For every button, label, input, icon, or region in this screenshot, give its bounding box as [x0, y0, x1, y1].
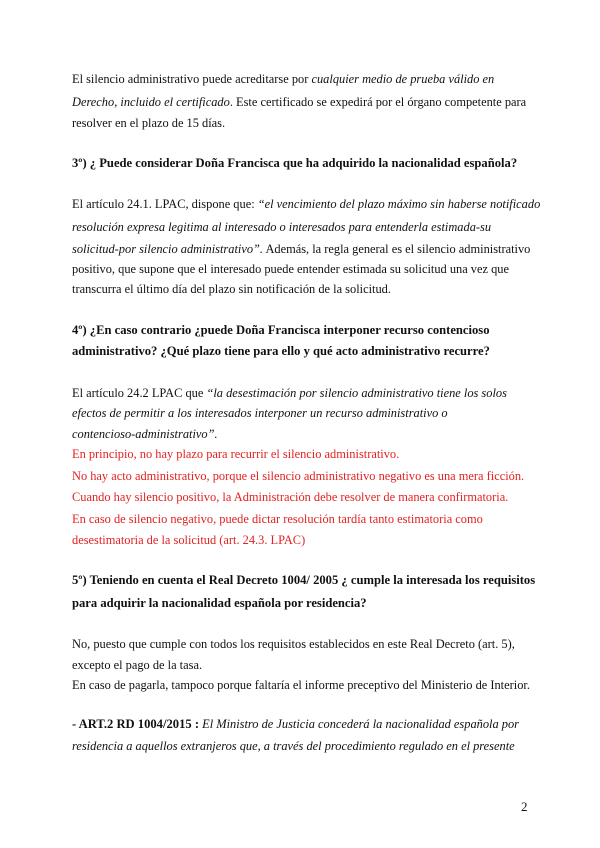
- question-heading: 5º) Teniendo en cuenta el Real Decreto 1004/ 2005 ¿ cumple la interesada los requisitos: [72, 573, 536, 587]
- italic-text-run: solicitud-por silencio administrativo”.: [72, 242, 264, 256]
- italic-text-run: “el vencimiento del plazo máximo sin haberse notificado: [257, 197, 541, 211]
- text-run: . Este certificado se expedirá por el órgano competente para: [229, 95, 527, 109]
- paragraph-line: [72, 196, 540, 212]
- red-note-line: Cuando hay silencio positivo, la Administración debe resolver de manera confirmatoria.: [72, 490, 509, 504]
- paragraph-line: resolución expresa legitima al interesado o interesados para entenderla estimada-su: [72, 220, 492, 234]
- article-line: [72, 716, 519, 732]
- italic-text-run: Derecho, incluido el certificado: [72, 95, 230, 109]
- paragraph-line: excepto el pago de la tasa.: [72, 658, 203, 672]
- article-label: - ART.2 RD 1004/2015 :: [72, 717, 203, 731]
- red-note-line: En caso de silencio negativo, puede dictar resolución tardía tanto estimatoria como: [72, 512, 483, 526]
- page-number: 2: [521, 799, 528, 814]
- question-heading: administrativo? ¿Qué plazo tiene para ello y qué acto administrativo recurre?: [72, 344, 490, 358]
- question-heading: 4º) ¿En caso contrario ¿puede Doña Francisca interponer recurso contencioso: [72, 323, 490, 337]
- paragraph-line: transcurra el último día del plazo sin notificación de la solicitud.: [72, 282, 391, 296]
- italic-text-run: “la desestimación por silencio administrativo tiene los solos: [206, 386, 507, 400]
- red-note-line: En principio, no hay plazo para recurrir el silencio administrativo.: [72, 447, 400, 461]
- article-line: residencia a aquellos extranjeros que, a través del procedimiento regulado en el presente: [72, 739, 515, 753]
- italic-text-run: El Ministro de Justicia concederá la nacionalidad española por: [202, 717, 519, 731]
- paragraph-line: [72, 94, 526, 110]
- question-heading: 3º) ¿ Puede considerar Doña Francisca que ha adquirido la nacionalidad española?: [72, 156, 518, 170]
- paragraph-line: En caso de pagarla, tampoco porque faltaría el informe preceptivo del Ministerio de Interior.: [72, 678, 530, 692]
- red-note-line: No hay acto administrativo, porque el silencio administrativo negativo es una mera ficción.: [72, 469, 525, 483]
- text-run: El artículo 24.2 LPAC que: [72, 386, 207, 400]
- paragraph-line: positivo, que supone que el interesado puede entender estimada su solicitud una vez que: [72, 262, 509, 276]
- text-run: El silencio administrativo puede acreditarse por: [72, 72, 312, 86]
- text-run: Además, la regla general es el silencio administrativo: [263, 242, 531, 256]
- paragraph-line: [72, 385, 507, 401]
- paragraph-line: [72, 241, 530, 257]
- paragraph-line: contencioso-administrativo”.: [72, 427, 218, 441]
- paragraph-line: [72, 71, 494, 87]
- question-heading: para adquirir la nacionalidad española por residencia?: [72, 596, 367, 610]
- paragraph-line: efectos de permitir a los interesados interponer un recurso administrativo o: [72, 406, 448, 420]
- red-note-line: desestimatoria de la solicitud (art. 24.3. LPAC): [72, 533, 306, 547]
- paragraph-line: resolver en el plazo de 15 días.: [72, 116, 226, 130]
- italic-text-run: cualquier medio de prueba válido en: [311, 72, 495, 86]
- text-run: El artículo 24.1. LPAC, dispone que:: [72, 197, 258, 211]
- paragraph-line: No, puesto que cumple con todos los requisitos establecidos en este Real Decreto (art. 5),: [72, 637, 515, 651]
